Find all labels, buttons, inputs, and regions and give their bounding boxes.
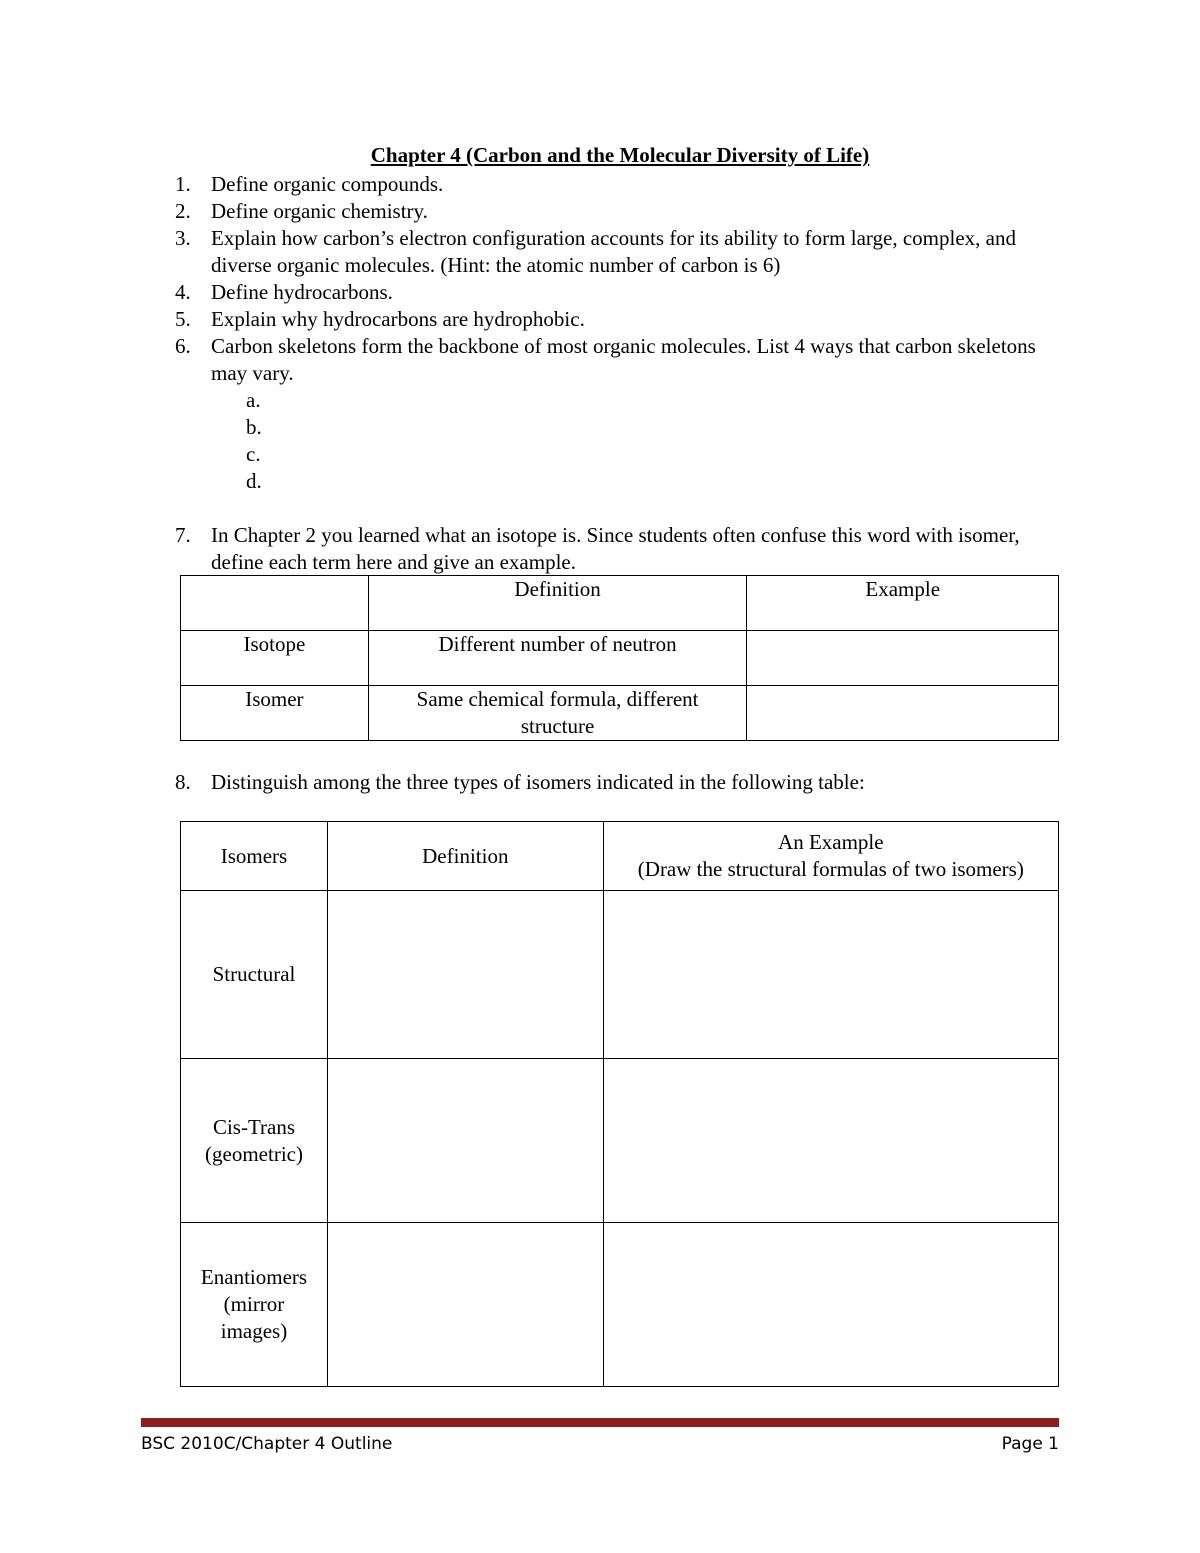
table-row xyxy=(181,1223,1059,1387)
footer-divider xyxy=(141,1418,1059,1427)
table-header-cell xyxy=(181,576,369,631)
definition-cell[interactable] xyxy=(327,1059,603,1223)
table-header-cell: Definition xyxy=(327,822,603,891)
table-row xyxy=(181,631,1059,686)
question-number: 7. xyxy=(175,523,191,547)
question-text: Define hydrocarbons. xyxy=(211,280,393,304)
footer-course-label: BSC 2010C/Chapter 4 Outline xyxy=(141,1434,393,1454)
table-header-cell: Example xyxy=(747,576,1059,631)
header-label: An Example xyxy=(778,830,884,854)
definition-cell: Different number of neutron xyxy=(368,631,747,686)
definition-cell: Same chemical formula, different structure xyxy=(368,686,747,741)
term-cell: Isomer xyxy=(181,686,369,741)
question-number: 5. xyxy=(175,307,191,331)
question-text: In Chapter 2 you learned what an isotope is. Since students often confuse this word with isomer, define each term here and give an example. xyxy=(211,523,1020,574)
page-title: Chapter 4 (Carbon and the Molecular Diversity of Life) xyxy=(370,143,870,167)
example-cell[interactable] xyxy=(603,1059,1058,1223)
question-number: 6. xyxy=(175,334,191,358)
question-text: Explain how carbon’s electron configuration accounts for its ability to form large, complex, and diverse organic molecules. (Hint: the atomic number of carbon is 6) xyxy=(211,226,1016,277)
footer-page-number: Page 1 xyxy=(1001,1434,1059,1454)
table-row xyxy=(181,686,1059,741)
question-text: Define organic chemistry. xyxy=(211,199,428,223)
definition-cell[interactable] xyxy=(327,1223,603,1387)
sub-item-c: c. xyxy=(246,442,261,466)
sub-item-a: a. xyxy=(246,388,261,412)
question-text: Carbon skeletons form the backbone of most organic molecules. List 4 ways that carbon skeletons may vary. xyxy=(211,334,1036,385)
question-number: 4. xyxy=(175,280,191,304)
header-note: (Draw the structural formulas of two isomers) xyxy=(637,857,1024,881)
table-header-cell xyxy=(603,822,1058,891)
question-text: Explain why hydrocarbons are hydrophobic. xyxy=(211,307,585,331)
table-row xyxy=(181,1059,1059,1223)
table-row xyxy=(181,891,1059,1059)
question-number: 1. xyxy=(175,172,191,196)
isomer-types-table xyxy=(180,821,1059,1387)
question-number: 2. xyxy=(175,199,191,223)
question-text: Define organic compounds. xyxy=(211,172,444,196)
example-cell[interactable] xyxy=(747,686,1059,741)
sub-item-b: b. xyxy=(246,415,262,439)
example-cell[interactable] xyxy=(603,891,1058,1059)
definition-cell[interactable] xyxy=(327,891,603,1059)
table-header-cell: Definition xyxy=(368,576,747,631)
term-cell: Enantiomers (mirror images) xyxy=(181,1223,328,1387)
isotope-isomer-table xyxy=(180,575,1059,741)
example-cell[interactable] xyxy=(603,1223,1058,1387)
example-cell[interactable] xyxy=(747,631,1059,686)
question-number: 3. xyxy=(175,226,191,250)
sub-item-d: d. xyxy=(246,469,262,493)
table-header-cell: Isomers xyxy=(181,822,328,891)
question-text: Distinguish among the three types of isomers indicated in the following table: xyxy=(211,770,865,794)
term-cell: Cis-Trans (geometric) xyxy=(181,1059,328,1223)
term-cell: Structural xyxy=(181,891,328,1059)
term-cell: Isotope xyxy=(181,631,369,686)
question-number: 8. xyxy=(175,770,191,794)
